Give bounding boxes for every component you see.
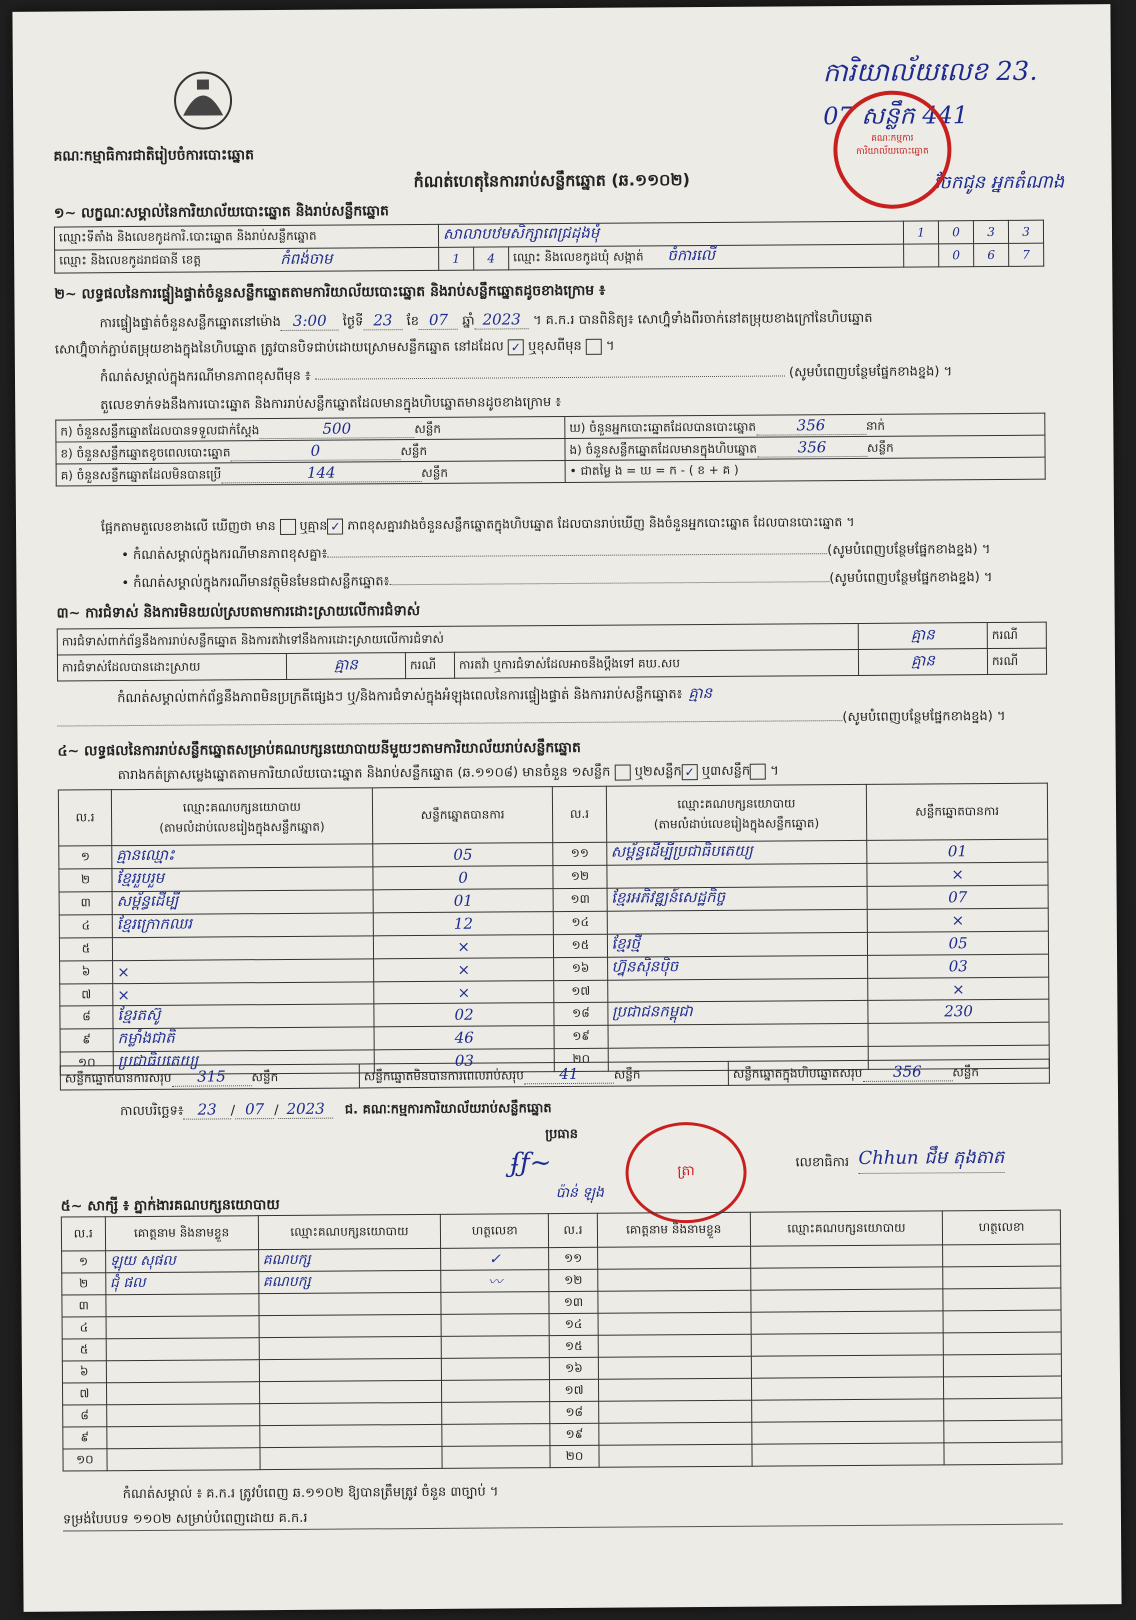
witness-party-cell [260,1446,443,1469]
party-name-cell: ហ្វ៊ុនស៊ិនប៉ិច [607,955,868,980]
witness-name-cell [598,1400,751,1423]
no-cell: ១៧ [550,1379,599,1401]
objections-table: ការជំទាស់ពាក់ព័ន្ធនឹងការរាប់សន្លឹកឆ្នោត និងការតវ៉ាទៅនឹងការដោះស្រាយលើការជំទាស់ គ្មាន ករណី ការជំទាស់ដែលបានដោះស្រាយ គ្មាន ករណី ការតវ៉ា ឬការជំទាស់ដែលអាចនឹងប្ដឹងទៅ គឃ.សប គ្មាន ករណី [57,622,1047,682]
location-code-1: 1 [903,221,938,244]
witness-signature-cell [944,1442,1062,1465]
witness-name-cell [106,1404,259,1427]
document-title: កំណត់ហេតុនៃការរាប់សន្លឹកឆ្នោត (ឆ.១១០២) [413,170,690,192]
commune-code-1: 0 [939,244,974,267]
witness-signature-cell [944,1376,1062,1399]
party-name-cell: ខ្មែរអភិវឌ្ឍន៍សេដ្ឋកិច្ច [607,886,868,911]
party-name-cell: ខ្មែររួបរួម [112,867,373,892]
no-cell: ៤ [59,915,112,938]
witness-name-cell [597,1246,750,1269]
ballots-in-box-value: 356 [757,437,867,457]
votes-cell: × [373,981,554,1004]
votes-cell: × [373,935,554,959]
witness-signature-cell [441,1292,549,1315]
top-note-line2: 07 សន្លឹក 441 [823,101,969,131]
party-name-cell: ខ្មែរថ្មី [607,932,868,957]
witness-name-cell [106,1426,259,1449]
ballot-count-record-sheet [12,4,1121,1612]
votes-cell: × [868,977,1049,1000]
party-name-cell [607,978,868,1002]
tally-sheet-count-sentence: តារាងកត់ត្រាសម្លេងឆ្នោតតាមការិយាល័យបោះឆ្នោត និងរាប់សន្លឹកឆ្នោត (ឆ.១១០៨) មានចំនួន ១សន្លឹក ឬ២សន្លឹក ✓ ឬ៣សន្លឹក ។ [117,763,779,784]
chairman-name: ប៉ាន់ ឡុង [555,1184,604,1202]
votes-cell: 03 [374,1049,555,1073]
no-cell: ១៨ [550,1401,599,1423]
witness-party-cell [259,1336,442,1359]
signing-date: កាលបរិច្ឆេទ៖ 23 / 07 / 2023 ជ. គណៈកម្មការការិយាល័យរាប់សន្លឹកឆ្នោត [120,1099,552,1120]
party-name-cell: ខ្មែរក្រោកឈរ [112,913,373,938]
witness-party-cell [259,1402,442,1425]
no-cell: ១៥ [549,1335,598,1357]
votes-cell: 03 [868,954,1049,978]
official-seal-stamp: គណៈកម្មការការិយាល័យបោះឆ្នោត [833,90,952,209]
no-cell: ១៦ [554,957,607,980]
witness-name-cell [598,1378,751,1401]
votes-cell: 12 [373,912,554,936]
party-name-cell [608,1023,869,1048]
top-note-line3: ចែកជូន អ្នកតំណាង [933,171,1065,194]
votes-cell: 01 [373,889,554,913]
commune-code-3: 7 [1009,243,1044,266]
no-cell: ១៧ [554,980,607,1002]
party-name-cell: ប្រជាជនកម្ពុជា [607,1000,868,1025]
witness-name-cell: ឡុយ សុផល [105,1250,258,1273]
section3-heading: ៣~ ការជំទាស់ និងការមិនយល់ស្របតាមការដោះស្រាយលើការជំទាស់ [56,603,421,622]
total-valid-votes: 315 [171,1067,251,1087]
witness-party-cell [751,1399,944,1422]
witness-party-cell [259,1424,442,1447]
day-value: 23 [363,311,402,330]
totals-table: សន្លឹកឆ្នោតបានការសរុប 315 សន្លឹក សន្លឹកឆ្នោតមិនបានការពេលរាប់សរុប 41 សន្លឹក សន្លឹកឆ្នោតក្នុងហិបឆ្នោតសរុប 356 សន្លឹក [60,1059,1050,1091]
witness-signature-cell [944,1354,1062,1377]
witness-name-cell [598,1356,751,1379]
no-cell: ១១ [553,842,606,865]
witness-name-cell: ជុំ ផល [105,1272,258,1295]
no-cell: ១២ [549,1269,598,1291]
resolved-objections-count: គ្មាន [286,653,405,680]
votes-cell: 05 [373,843,554,867]
votes-cell: 02 [374,1003,555,1027]
province-label: ឈ្មោះ និងលេខកូដរាជធានី ខេត្ត [59,252,202,268]
votes-cell: × [373,958,554,982]
chairman-signature: ʄƒ~ [510,1148,552,1179]
location-value: សាលាបឋមសិក្សាពេជ្រដុងមុំ [438,221,903,247]
secretary-label: លេខាធិការ [795,1155,850,1171]
votes-cell: 05 [868,931,1049,955]
discrepancy-sentence: ផ្អែកតាមតួលេខខាងលើ ឃើញថា មាន ឬគ្មាន ✓ ភាពខុសគ្នារវាងចំនួនសន្លឹកឆ្នោតក្នុងហិបឆ្នោត ដែលបានរាប់ឃើញ និងចំនួនអ្នកបោះឆ្នោត ដែលបានបោះឆ្នោត ។ [100,513,855,535]
witness-name-cell [107,1448,260,1471]
no-cell: ១០ [63,1449,107,1471]
witness-signature-cell [943,1310,1061,1333]
party-name-cell [112,936,373,961]
witness-name-cell [598,1334,751,1357]
party-name-cell: គ្មានឈ្មោះ [112,844,373,869]
location-code-3: 3 [973,220,1008,243]
discrepancy-note-line: • កំណត់សម្គាល់ក្នុងករណីមានភាពខុសគ្នា៖ (សូមបំពេញបន្ថែមផ្នែកខាងខ្នង) ។ [121,542,991,564]
no-cell: ១ [62,1251,106,1273]
party-name-cell: ប្រជាធិបតេយ្យ [113,1050,374,1075]
year-value: 2023 [475,310,529,329]
no-cell: ១៥ [554,934,607,957]
section4-heading: ៤~ លទ្ធផលនៃការរាប់សន្លឹកឆ្នោតសម្រាប់គណបក្សនយោបាយនីមួយៗតាមការិយាល័យរាប់សន្លឹកឆ្នោត [57,739,581,760]
figures-intro: តួលេខទាក់ទងនឹងការបោះឆ្នោត និងការរាប់សន្លឹកឆ្នោតដែលមានក្នុងហិបឆ្នោតមានដូចខាងក្រោម ៖ [100,395,562,414]
section2-heading: ២~ លទ្ធផលនៃការផ្ទៀងផ្ទាត់ចំនួនសន្លឹកឆ្នោតតាមការិយាល័យបោះឆ្នោត និងរាប់សន្លឹកឆ្នោតដូចខាងក្រោម ៖ [54,282,606,303]
votes-cell: × [867,862,1048,886]
no-cell: ៦ [62,1361,106,1383]
location-label: ឈ្មោះទីតាំង និងលេខកូដការិ.បោះឆ្នោត និងរាប់សន្លឹកឆ្នោត [54,224,438,250]
section1-table [54,220,1044,274]
no-cell: ៩ [63,1427,107,1449]
party-name-cell [607,909,868,934]
difference-note-line: កំណត់សម្គាល់ក្នុងករណីមានភាពខុសពីមុន ៖ (សូមបំពេញបន្ថែមផ្នែកខាងខ្នង) ។ [99,364,953,386]
witness-party-cell [750,1245,943,1268]
footnote: កំណត់សម្គាល់ ៖ គ.ក.រ ត្រូវបំពេញ ឆ.១១០២ ឱ្យបានត្រឹមត្រូវ ចំនួន ៣ច្បាប់ ។ [122,1484,499,1503]
location-code-4: 3 [1008,220,1043,243]
verification-sentence: ការផ្ទៀងផ្ទាត់ចំនួនសន្លឹកឆ្នោតនៅម៉ោង 3:00 ថ្ងៃទី 23 ខែ 07 ឆ្នាំ 2023 ។ គ.ក.រ បានពិនិត្យ៖ សោហ្វ៊ុំទាំងពីរចាក់នៅតម្រុយខាងក្រៅនៃហិបឆ្នោត [99,310,873,332]
witness-signature-cell: 〰 [441,1270,549,1293]
no-cell: ៥ [59,938,112,961]
no-cell: ១៨ [554,1002,607,1025]
no-cell: ១៣ [549,1291,598,1313]
province-value: កំពង់ចាម [280,249,333,268]
no-cell: ១៦ [550,1357,599,1379]
witness-signature-cell [442,1358,550,1381]
commune-label: ឈ្មោះ និងលេខកូដឃុំ សង្កាត់ [513,249,644,265]
total-ballots-in-box: 356 [862,1062,952,1082]
no-cell: ១៤ [549,1313,598,1335]
party-name-cell: × [113,982,374,1006]
two-sheets-checkbox[interactable]: ✓ [682,764,698,780]
voters-value: 356 [756,415,866,435]
no-cell: ២០ [550,1445,599,1467]
witness-signature-cell [944,1420,1062,1443]
no-cell: ៨ [60,1006,113,1029]
secretary-signature: Chhun ជឹម តុងតាត [858,1145,1004,1174]
witness-name-cell [106,1382,259,1405]
spoiled-ballots-value: 0 [230,441,400,461]
no-cell: ៨ [63,1405,107,1427]
witness-party-cell [750,1267,943,1290]
irregularity-note: កំណត់សម្គាល់ពាក់ព័ន្ធនឹងភាពមិនប្រក្រតីផ្សេងៗ ឬ/និងការជំទាស់ក្នុងអំឡុងពេលនៃការផ្ទៀងផ្ទាត់ និងការរាប់សន្លឹកឆ្នោត៖ គ្មាន [117,683,713,707]
no-cell: ៤ [62,1317,106,1339]
witness-signature-cell [943,1288,1061,1311]
witness-party-cell [752,1421,945,1444]
no-cell: ២ [59,869,112,892]
received-ballots-value: 500 [259,419,414,439]
no-cell: ៥ [62,1339,106,1361]
province-code-1: 1 [439,247,474,270]
no-cell: ៧ [63,1383,107,1405]
witness-name-cell [106,1338,259,1361]
witness-party-cell [258,1292,441,1315]
party-name-cell: សម្ព័ន្ធដើម្បីប្រជាធិបតេយ្យ [606,840,867,865]
no-cell: ៩ [60,1029,113,1052]
witness-name-cell [598,1268,751,1291]
no-cell: ១០ [60,1052,113,1075]
party-name-cell [606,863,867,888]
witness-name-cell [598,1290,751,1313]
witness-party-cell [751,1289,944,1312]
party-results-table: ល.រ ឈ្មោះគណបក្សនយោបាយ (តាមលំដាប់លេខរៀងក្នុងសន្លឹកឆ្នោត) សន្លឹកឆ្នោតបានការ ល.រ ឈ្មោះគណបក្សនយោបាយ (តាមលំដាប់លេខរៀងក្នុងសន្លឹកឆ្នោត) សន្លឹកឆ្នោតបានការ ១ គ្មានឈ្មោះ 05 ១១ សម្ព័ន្ធដើម្បីប្រជាធិបតេយ្យ 01 ២ ខ្មែររួបរួម 0 ១២ × ៣ សម្ព័ន្ធដើម្បី 01 ១៣ ខ្មែរអភិវឌ្ឍន៍សេដ្ឋកិច្ច 07 ៤ ខ្មែរក្រោកឈរ 12 ១៤ × ៥ × ១៥ ខ្មែរថ្មី 05 ៦ × × ១៦ ហ្វ៊ុនស៊ិនប៉ិច 03 ៧ × × ១៧ × ៨ ខ្មែរតស៊ូ 02 ១៨ ប្រជាជនកម្ពុជា 230 ៩ កម្លាំងជាតិ 46 ១៩ ១០ ប្រជាធិបតេយ្យ 03 ២០ [58,783,1050,1076]
no-cell: ១៣ [554,888,607,911]
witness-party-cell [752,1443,945,1466]
total-invalid-votes: 41 [524,1064,614,1084]
no-cell: ៧ [60,984,113,1006]
witness-signature-cell [943,1332,1061,1355]
witness-signature-cell [943,1244,1061,1267]
commune-value: ចំការលើ [667,245,716,265]
witness-signature-cell [442,1402,550,1425]
formula: • ជាតម្លៃ ង = ឃ = ក - ( ខ + គ ) [565,457,1045,482]
party-name-cell: × [113,959,374,984]
witness-name-cell [106,1360,259,1383]
witness-signature-cell [441,1314,549,1337]
discrepancy-no-checkbox[interactable]: ✓ [327,518,343,534]
witness-signature-cell [442,1424,550,1447]
section5-heading: ៥~ សាក្សី ៖ ភ្នាក់ងារគណបក្សនយោបាយ [60,1197,280,1215]
location-code-2: 0 [938,221,973,244]
same-as-before-checkbox[interactable]: ✓ [508,339,524,355]
votes-cell [868,1022,1049,1046]
one-sheet-checkbox[interactable] [615,764,631,780]
votes-cell: 230 [868,999,1049,1023]
no-cell: ២០ [555,1048,608,1071]
witness-party-cell: គណបក្ស [258,1270,441,1293]
province-code-2: 4 [474,247,509,270]
witness-party-cell [259,1314,442,1337]
different-checkbox[interactable] [586,338,602,354]
votes-cell: 0 [373,866,554,890]
top-note-line1: ការិយាល័យលេខ 23. [822,56,1038,89]
seal-status-sentence: សោហ្វ៊ុំចាក់ភ្ជាប់តម្រុយខាងក្នុងនៃហិបឆ្នោត ត្រូវបានបិទជាប់ដោយស្រោមសន្លឹកឆ្នោត នៅដដែល ✓ ឬខុសពីមុន ។ [54,338,615,358]
no-cell: ២ [62,1273,106,1295]
foreign-object-note-line: • កំណត់សម្គាល់ក្នុងករណីមានវត្ថុមិនមែនជាសន្លឹកឆ្នោត៖ (សូមបំពេញបន្ថែមផ្នែកខាងខ្នង) ។ [121,570,993,592]
votes-cell: 01 [867,839,1048,863]
irregularity-value: គ្មាន [688,683,713,703]
ballot-figures-table: ក) ចំនួនសន្លឹកឆ្នោតដែលបានទទួលជាក់ស្តែង 500 សន្លឹក ឃ) ចំនួនអ្នកបោះឆ្នោតដែលបានបោះឆ្នោត 356 នាក់ ខ) ចំនួនសន្លឹកឆ្នោតខូចពេលបោះឆ្នោត 0 សន្លឹក ង) ចំនួនសន្លឹកឆ្នោតដែលមានក្នុងហិបឆ្នោត 356 សន្លឹក គ) ចំនួនសន្លឹកឆ្នោតដែលមិនបានប្រើ 144 សន្លឹក • ជាតម្លៃ ង = ឃ = ក - ( ខ + គ ) [55,413,1045,487]
committee-seal-stamp: ត្រា [625,1122,747,1224]
votes-cell: × [867,908,1048,932]
month-value: 07 [419,311,458,330]
no-cell: ១៤ [554,911,607,934]
witness-name-cell [599,1444,752,1467]
witness-signature-cell: ✓ [441,1248,549,1271]
objections-count: គ្មាន [858,623,987,650]
witness-party-cell [751,1311,944,1334]
commune-code-2: 6 [974,243,1009,266]
witness-signature-cell [442,1336,550,1359]
witness-table: ល.រ គោត្តនាម និងនាមខ្លួន ឈ្មោះគណបក្សនយោបាយ ហត្ថលេខា ល.រ គោត្តនាម និងនាមខ្លួន ឈ្មោះគណបក្សនយោបាយ ហត្ថលេខា ១ ឡុយ សុផល គណបក្ស ✓ ១១ ២ ជុំ ផល គណបក្ស 〰 ១២ ៣ ១៣ ៤ ១៤ ៥ ១៥ ៦ ១៦ ៧ ១៧ ៨ ១៨ ៩ ១៩ ១០ ២០ [61,1210,1063,1472]
witness-name-cell [106,1316,259,1339]
witness-signature-cell [442,1446,550,1469]
witness-party-cell [751,1377,944,1400]
party-name-cell: ខ្មែរតស៊ូ [113,1004,374,1029]
witness-signature-cell [943,1266,1061,1289]
org-name: គណៈកម្មាធិការជាតិរៀបចំការបោះឆ្នោត [53,147,255,165]
time-value: 3:00 [281,312,339,331]
unused-ballots-value: 144 [221,463,421,483]
party-name-cell: កម្លាំងជាតិ [113,1027,374,1052]
witness-signature-cell [944,1398,1062,1421]
form-note: ទម្រង់បែបបទ ១១០២ សម្រាប់បំពេញដោយ គ.ក.រ [63,1505,1063,1532]
witness-signature-cell [442,1380,550,1403]
no-cell: ១២ [553,865,606,888]
witness-party-cell [751,1355,944,1378]
irregularity-note-line2: (សូមបំពេញបន្ថែមផ្នែកខាងខ្នង) ។ [57,708,1057,734]
witness-name-cell [599,1422,752,1445]
votes-cell: 07 [867,885,1048,909]
three-sheets-checkbox[interactable] [750,763,766,779]
section1-heading: ១~ លក្ខណៈសម្គាល់នៃការិយាល័យបោះឆ្នោត និងរាប់សន្លឹកឆ្នោត [53,203,389,222]
no-cell: ១ [59,846,112,869]
party-name-cell: សម្ព័ន្ធដើម្បី [112,890,373,915]
no-cell: ៦ [60,961,113,984]
witness-party-cell [259,1358,442,1381]
votes-cell: 46 [374,1026,555,1050]
witness-name-cell [598,1312,751,1335]
nec-emblem-icon [163,65,243,136]
witness-party-cell [751,1333,944,1356]
no-cell: ១៩ [554,1025,607,1048]
discrepancy-yes-checkbox[interactable] [280,518,296,534]
witness-name-cell [106,1294,259,1317]
witness-party-cell: គណបក្ស [258,1248,441,1271]
no-cell: ១១ [549,1247,598,1269]
no-cell: ៣ [59,892,112,915]
appeal-count: គ្មាន [858,649,987,676]
witness-party-cell [259,1380,442,1403]
no-cell: ១៩ [550,1423,599,1445]
chairman-label: ប្រធាន [545,1126,579,1143]
no-cell: ៣ [62,1295,106,1317]
